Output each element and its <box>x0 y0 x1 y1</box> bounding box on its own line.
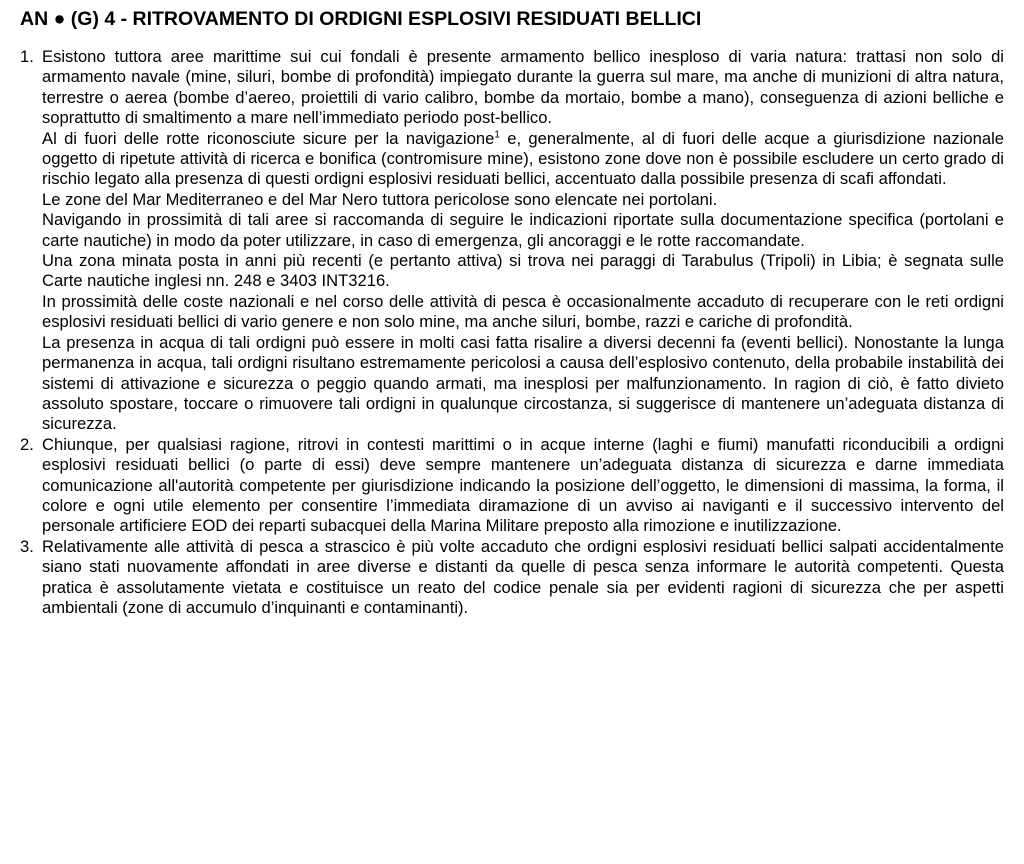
list-item-1 <box>20 47 1004 435</box>
document-title: AN ● (G) 4 - RITROVAMENTO DI ORDIGNI ESPLOSIVI RESIDUATI BELLICI <box>20 8 702 30</box>
paragraph: Navigando in prossimità di tali aree si raccomanda di seguire le indicazioni riportate sulla documentazione specifica (portolani e carte nautiche) in modo da poter utilizzare, in caso di emergenza, gli ancoraggi e le rotte raccomandate. <box>42 210 1004 250</box>
item-number: 1. <box>20 47 34 66</box>
item-number: 2. <box>20 434 34 454</box>
paragraph-with-footnote <box>42 129 1004 190</box>
item-number: 3. <box>20 536 34 556</box>
paragraph-text: Al di fuori delle rotte riconosciute sicure per la navigazione <box>42 128 495 148</box>
paragraph: La presenza in acqua di tali ordigni può essere in molti casi fatta risalire a diversi decenni fa (eventi bellici). Nonostante la lunga permanenza in acqua, tali ordigni risultano estremamente pericolosi a causa dell’esplosivo contenuto, della probabile instabilità dei sistemi di attivazione e sicurezza o peggio quando armati, ma inesplosi per malfunzionamento. In ragion di ciò, è fatto divieto assoluto spostare, toccare o rimuovere tali ordigni in qualunque circostanza, si suggerisce di mantenere un’adeguata distanza di sicurezza. <box>42 332 1004 434</box>
paragraph-text: e, generalmente, al di fuori delle acque a giurisdizione nazionale oggetto di ripetute attività di ricerca e bonifica (contromisure mine), esistono zone dove non è possibile escludere un certo grado di rischio legato alla presenza di questi ordigni esplosivi residuati bellici, accentuato dalla possibile presenza di scafi affondati. <box>42 128 1004 189</box>
paragraph: Relativamente alle attività di pesca a strascico è più volte accaduto che ordigni esplosivi residuati bellici salpati accidentalmente siano stati nuovamente affondati in aree diverse e distanti da quelle di pesca senza informare le autorità competenti. Questa pratica è assolutamente vietata e costituisce un reato del codice penale sia per evidenti ragioni di sicurezza che per aspetti ambientali (zone di accumulo d’inquinanti e contaminanti). <box>42 536 1004 617</box>
paragraph: Le zone del Mar Mediterraneo e del Mar Nero tuttora pericolose sono elencate nei portolani. <box>42 189 718 209</box>
paragraph: Esistono tuttora aree marittime sui cui fondali è presente armamento bellico inesploso di varia natura: trattasi non solo di armamento navale (mine, siluri, bombe di profondità) impiegato durante la guerra sul mare, ma anche di munizioni di altra natura, terrestre o aerea (bombe d’aereo, proiettili di vario calibro, bombe da mortaio, bombe a mano), conseguenza di azioni belliche e soprattutto di smaltimento a mare nell’immediato periodo post-bellico. <box>42 47 1004 128</box>
list-item-2 <box>20 435 1004 537</box>
paragraph: Chiunque, per qualsiasi ragione, ritrovi in contesti marittimi o in acque interne (laghi e fiumi) manufatti riconducibili a ordigni esplosivi residuati bellici (o parte di essi) deve sempre mantenere un’adeguata distanza di sicurezza e darne immediata comunicazione all'autorità competente per giurisdizione indicando la posizione dell’oggetto, le dimensioni di massima, la forma, il colore e ogni utile elemento per consentire l’immediata diramazione di un avviso ai naviganti e il successivo intervento del personale artificiere EOD dei reparti subacquei della Marina Militare preposto alla rimozione e inutilizzazione. <box>42 434 1004 536</box>
paragraph: Una zona minata posta in anni più recenti (e pertanto attiva) si trova nei paraggi di Tarabulus (Tripoli) in Libia; è segnata sulle Carte nautiche inglesi nn. 248 e 3403 INT3216. <box>42 251 1004 291</box>
footnote-ref[interactable]: 1 <box>494 129 500 141</box>
numbered-list <box>20 47 1004 618</box>
paragraph: In prossimità delle coste nazionali e nel corso delle attività di pesca è occasionalmente accaduto di recuperare con le reti ordigni esplosivi residuati bellici di vario genere e non solo mine, ma anche siluri, bombe, razzi e cariche di profondità. <box>42 291 1004 332</box>
list-item-3 <box>20 537 1004 619</box>
